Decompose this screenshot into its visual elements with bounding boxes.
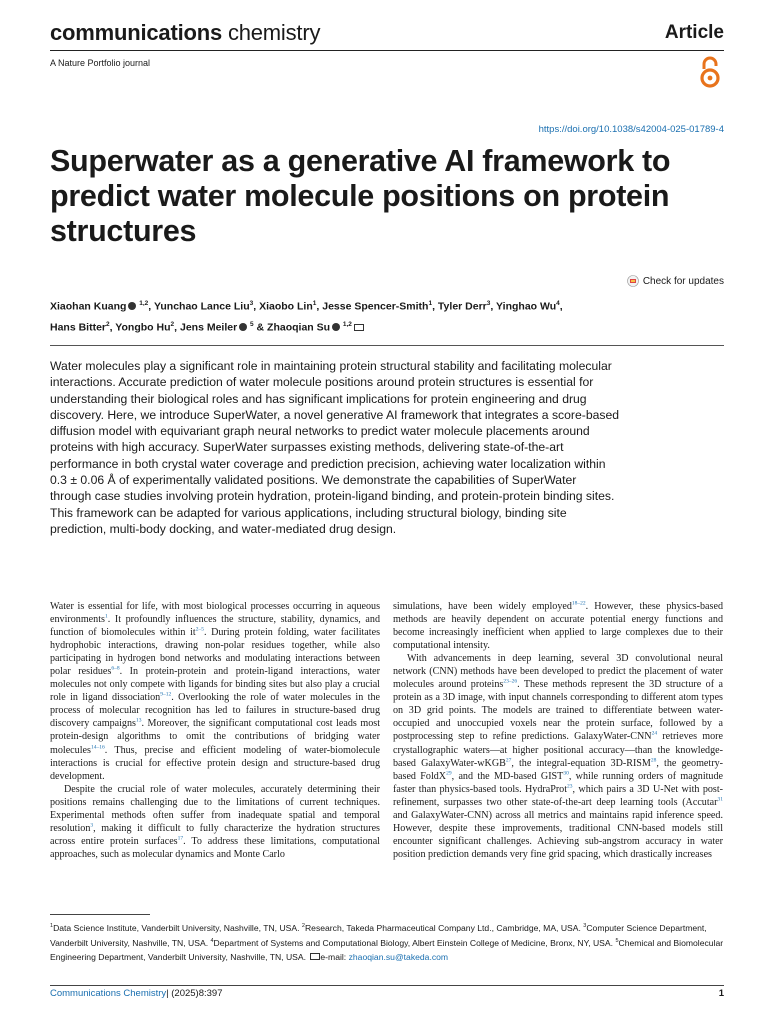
reference-link[interactable]: 6–8 <box>111 665 120 672</box>
check-updates-label: Check for updates <box>642 275 724 287</box>
author-separator: , <box>432 300 438 313</box>
reference-link[interactable]: 13 <box>135 718 142 725</box>
reference-link[interactable]: 27 <box>505 757 512 764</box>
portfolio-label: A Nature Portfolio journal <box>50 58 151 68</box>
author-name[interactable]: Hans Bitter <box>50 321 107 333</box>
reference-link[interactable]: 23–26 <box>503 678 518 685</box>
footnote-divider <box>50 914 150 915</box>
journal-name-light: chemistry <box>227 20 321 45</box>
footer-divider <box>50 985 724 986</box>
orcid-icon[interactable] <box>128 302 136 310</box>
author-name[interactable]: Jesse Spencer-Smith <box>322 300 429 313</box>
body-paragraph <box>393 652 723 861</box>
affiliation-number: 2 <box>301 923 305 929</box>
body-text: . In protein-protein and protein-ligand interactions, water molecules not only compete with ligands for binding sites but also play a crucial role in ligand dissociation <box>50 666 380 704</box>
author-separator: , <box>490 300 497 313</box>
body-text: . Overlooking the role of water molecules in the process of molecular recognition has led to failures in structure-based drug discovery campaigns <box>50 692 380 730</box>
reference-link[interactable]: 9–12 <box>160 691 172 698</box>
reference-link[interactable]: 31 <box>717 796 723 803</box>
author-name[interactable]: Xiaohan Kuang <box>50 300 127 313</box>
author-separator: , <box>174 321 180 333</box>
affiliations <box>50 920 730 964</box>
body-paragraph <box>50 600 380 783</box>
abstract-divider <box>50 345 724 346</box>
body-text: Water is essential for life, with most biological processes occurring in aqueous environments <box>50 601 380 626</box>
author-affiliation: 1,2 <box>137 300 149 307</box>
author-name[interactable]: Yunchao Lance Liu <box>153 300 250 313</box>
abstract: Water molecules play a significant role in maintaining protein structural stability and facilitating molecular interactions. Accurate prediction of water molecule positions around protein structures is essential for understanding their biological roles and has significant implications for protein engineering and drug discovery. Here, we introduce SuperWater, a novel generative AI framework that integrates a score-based diffusion model with equivariant graph neural networks to predict water molecule placements around proteins with high accuracy. SuperWater surpasses existing methods, delivering state-of-the-art performance in both crystal water coverage and prediction precision, achieving water localization within 0.3 ± 0.06 Å of experimentally validated positions. We demonstrate the capabilities of SuperWater through case studies involving protein hydration, protein-ligand binding, and protein-protein binding sites. This framework can be adapted for various applications, including structural biology, binding site prediction, multi-body docking, and water-mediated drug design. <box>50 359 620 536</box>
author-name[interactable]: Jens Meiler <box>179 321 238 333</box>
body-text: . It profoundly influences the structure, stability, dynamics, and function of biomolecules within it <box>50 614 380 639</box>
body-text: and GalaxyWater-CNN) across all metrics and maintains rapid inference speed. However, despite these improvements, traditional CNN-based models still encounter significant challenges. Achieving sub-angstrom accuracy in water position prediction demands very fine grid spacing, which drastically increases <box>393 809 723 860</box>
body-text: , the geometry-based FoldX <box>393 757 723 782</box>
body-paragraph <box>393 600 723 652</box>
reference-link[interactable]: 24 <box>651 731 658 738</box>
reference-link[interactable]: 28 <box>650 757 657 764</box>
author-name[interactable]: Xiaobo Lin <box>259 300 313 313</box>
body-text: . Thus, precise and efficient modeling of water-biomolecule interactions is crucial for effective protein design and structure-based drug development. <box>50 744 380 782</box>
journal-name-bold: communications <box>50 20 223 45</box>
affiliation-text: Department of Systems and Computational Biology, Albert Einstein College of Medicine, Bronx, NY, USA. <box>213 938 616 949</box>
author-separator: , <box>109 321 116 333</box>
author-name[interactable]: Yongbo Hu <box>115 321 171 333</box>
author-separator: , <box>559 300 563 313</box>
affiliation-text: Chemical and Biomolecular Engineering Department, Vanderbilt University, Nashville, TN, USA. <box>50 938 724 962</box>
author-affiliation: 1 <box>312 300 317 307</box>
body-column-left <box>50 600 380 861</box>
body-text: , and the MD-based GIST <box>451 770 564 782</box>
email-link[interactable]: zhaoqian.su@takeda.com <box>348 951 449 962</box>
reference-link[interactable]: 30 <box>563 770 569 777</box>
body-text: , the integral-equation 3D-RISM <box>511 757 651 769</box>
reference-link[interactable]: 2–5 <box>195 626 204 633</box>
footer-citation <box>50 988 223 999</box>
body-text: With advancements in deep learning, several 3D convolutional neural network (CNN) methods have been developed to predict the placement of water molecules around proteins <box>393 653 723 691</box>
footer-journal-name[interactable]: Communications Chemistry <box>50 988 167 999</box>
author-affiliation: 3 <box>249 300 254 307</box>
affiliation-text: Computer Science Department, Vanderbilt University, Nashville, TN, USA. <box>50 922 707 949</box>
affiliation-text: Research, Takeda Pharmaceutical Company Ltd., Cambridge, MA, USA. <box>304 922 584 933</box>
article-type-label: Article <box>664 22 724 43</box>
orcid-icon[interactable] <box>239 323 247 331</box>
affiliation-number: 5 <box>615 938 619 945</box>
body-text: . To address these limitations, computational approaches, such as molecular dynamics and Monte Carlo <box>50 835 380 860</box>
affiliation-number: 1 <box>50 923 54 929</box>
check-for-updates[interactable] <box>627 275 724 287</box>
journal-name[interactable] <box>50 20 320 46</box>
mail-icon[interactable] <box>354 324 364 331</box>
body-text: , which pairs a 3D U-Net with post-refinement, surpasses two other state-of-the-art deep learning tools (Accutar <box>393 783 724 808</box>
affiliation-number: 4 <box>210 938 214 945</box>
author-separator: & <box>253 321 268 333</box>
body-text: , while running orders of magnitude faster than physics-based tools. HydraProt <box>393 770 724 795</box>
author-affiliation: 4 <box>556 300 560 307</box>
body-text: , making it difficult to fully characterize the hydration structures across entire protein surfaces <box>50 822 380 847</box>
author-separator: , <box>148 300 154 313</box>
reference-link[interactable]: 23 <box>567 783 573 790</box>
author-name[interactable]: Tyler Derr <box>437 300 487 313</box>
body-text: . During protein folding, water facilitates hydrophobic interactions, drawing non-polar residues together, while also participating in hydrogen bond networks and modulating interactions between polar residues <box>50 627 380 678</box>
reference-link[interactable]: 14–16 <box>90 744 105 751</box>
check-updates-icon <box>627 275 639 287</box>
author-name[interactable]: Yinghao Wu <box>496 300 557 313</box>
body-text: Despite the crucial role of water molecules, accurately determining their positions remains challenging due to the limitations of current techniques. Experimental methods often suffer from inadequate spatial and temporal resolution <box>50 783 380 834</box>
page-number: 1 <box>718 988 724 999</box>
reference-link[interactable]: 17 <box>177 835 184 842</box>
footer-citation-text: | (2025)8:397 <box>166 988 223 999</box>
body-text: . These methods represent the 3D structure of a protein as a 3D image, with input channels corresponding to different atom types on 3D grid points. The models are trained to differentiate between water-occupied and unoccupied voxels near the protein surface, followed by a postprocessing step to refine predictions. GalaxyWater-CNN <box>393 679 723 743</box>
reference-link[interactable]: 3 <box>90 822 94 829</box>
affiliation-text: Data Science Institute, Vanderbilt University, Nashville, TN, USA. <box>53 922 302 933</box>
doi-link[interactable]: https://doi.org/10.1038/s42004-025-01789-4 <box>538 124 724 135</box>
mail-icon <box>310 953 320 960</box>
author-affiliation: 2 <box>106 320 110 328</box>
author-affiliation: 1 <box>428 300 433 307</box>
author-affiliation: 2 <box>170 320 175 328</box>
reference-link[interactable]: 1 <box>104 613 108 620</box>
reference-link[interactable]: 18–22 <box>571 600 586 607</box>
body-column-right <box>393 600 723 861</box>
body-paragraph <box>50 783 380 861</box>
body-text: . Moreover, the significant computational cost leads most protein-design algorithms to omit the contributions of bridging water molecules <box>50 718 380 756</box>
affiliation-number: 3 <box>583 923 587 929</box>
author-affiliation: 5 <box>248 320 254 328</box>
author-list <box>50 295 730 336</box>
orcid-icon[interactable] <box>332 323 340 331</box>
reference-link[interactable]: 29 <box>446 770 452 777</box>
author-affiliation: 3 <box>486 300 491 307</box>
open-access-icon <box>698 55 722 89</box>
article-title: Superwater as a generative AI framework to predict water molecule positions on protein structures <box>50 144 671 248</box>
email-label: e-mail: <box>320 951 349 962</box>
body-text: . However, these physics-based methods are heavily dependent on accurate potential energy functions and become increasingly inefficient when applied to large complexes due to their computational intensity. <box>393 601 723 652</box>
author-separator: , <box>316 300 323 313</box>
author-name[interactable]: Zhaoqian Su <box>267 321 331 333</box>
author-affiliation: 1,2 <box>341 320 352 328</box>
author-separator: , <box>253 300 260 313</box>
body-text: retrieves more crystallographic waters—at higher positional accuracy—than the knowledge-based GalaxyWater-wKGB <box>393 731 723 769</box>
body-text: simulations, have been widely employed <box>393 601 572 612</box>
header-divider <box>50 50 724 51</box>
